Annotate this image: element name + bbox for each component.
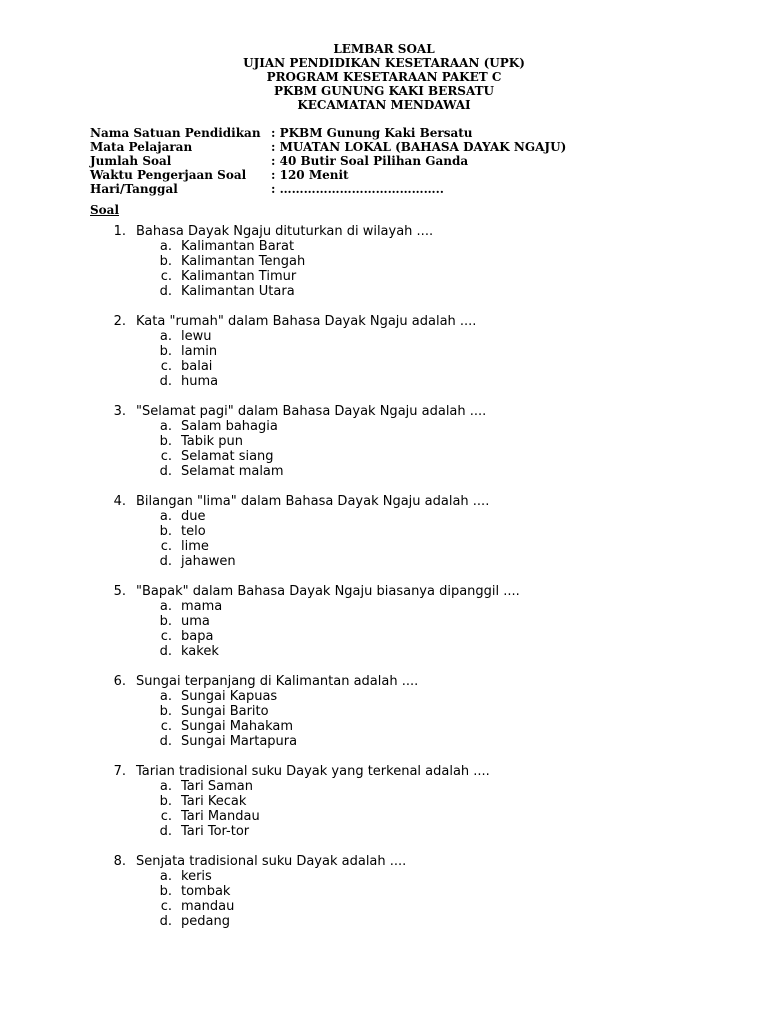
- answer-option: [0, 464, 768, 479]
- question-number: 5.: [113, 584, 126, 599]
- option-letter: b.: [159, 614, 172, 629]
- option-text: Tabik pun: [181, 434, 244, 449]
- info-value: : PKBM Gunung Kaki Bersatu: [271, 126, 473, 140]
- option-text: Tari Tor-tor: [181, 824, 250, 839]
- answer-option: [0, 869, 768, 884]
- option-letter: b.: [159, 884, 172, 899]
- option-text: Salam bahagia: [181, 419, 278, 434]
- answer-option: [0, 719, 768, 734]
- option-letter: c.: [160, 359, 172, 374]
- answer-option: [0, 599, 768, 614]
- info-label: Nama Satuan Pendidikan: [90, 126, 261, 140]
- question-number: 7.: [113, 764, 126, 779]
- answer-option: [0, 794, 768, 809]
- header-line-title: LEMBAR SOAL: [333, 42, 435, 56]
- option-text: bapa: [181, 629, 214, 644]
- option-letter: b.: [159, 704, 172, 719]
- document-header: [0, 42, 768, 112]
- option-letter: a.: [159, 239, 172, 254]
- answer-option: [0, 689, 768, 704]
- option-letter: d.: [159, 734, 172, 749]
- header-line-institution: PKBM GUNUNG KAKI BERSATU: [273, 84, 495, 98]
- option-letter: b.: [159, 344, 172, 359]
- info-label: Jumlah Soal: [90, 154, 172, 168]
- option-text: Kalimantan Tengah: [181, 254, 306, 269]
- option-text: lewu: [181, 329, 212, 344]
- option-text: kakek: [181, 644, 219, 659]
- info-label: Hari/Tanggal: [90, 182, 178, 196]
- info-value: : …………………………………..: [271, 182, 444, 196]
- info-label: Mata Pelajaran: [90, 140, 193, 154]
- question-text: Bahasa Dayak Ngaju dituturkan di wilayah ....: [136, 224, 434, 239]
- question-item: [0, 584, 768, 659]
- option-text: Sungai Kapuas: [181, 689, 278, 704]
- question-item: [0, 494, 768, 569]
- answer-option: [0, 434, 768, 449]
- option-letter: a.: [159, 779, 172, 794]
- option-text: Tari Kecak: [181, 794, 247, 809]
- info-label: Waktu Pengerjaan Soal: [90, 168, 247, 182]
- question-text: "Selamat pagi" dalam Bahasa Dayak Ngaju adalah ....: [136, 404, 487, 419]
- answer-option: [0, 449, 768, 464]
- option-letter: d.: [159, 284, 172, 299]
- answer-option: [0, 374, 768, 389]
- info-value: : MUATAN LOKAL (BAHASA DAYAK NGAJU): [271, 140, 567, 154]
- option-letter: c.: [160, 539, 172, 554]
- option-text: Selamat malam: [181, 464, 284, 479]
- option-text: telo: [181, 524, 206, 539]
- answer-option: [0, 419, 768, 434]
- answer-option: [0, 779, 768, 794]
- question-number: 4.: [113, 494, 126, 509]
- answer-option: [0, 524, 768, 539]
- option-letter: d.: [159, 644, 172, 659]
- option-text: Kalimantan Barat: [181, 239, 295, 254]
- option-text: jahawen: [181, 554, 236, 569]
- option-letter: b.: [159, 434, 172, 449]
- answer-option: [0, 359, 768, 374]
- option-text: pedang: [181, 914, 230, 929]
- option-letter: d.: [159, 914, 172, 929]
- question-text: Bilangan "lima" dalam Bahasa Dayak Ngaju adalah ....: [136, 494, 490, 509]
- option-letter: a.: [159, 599, 172, 614]
- option-text: Sungai Mahakam: [181, 719, 294, 734]
- header-line-exam: UJIAN PENDIDIKAN KESETARAAN (UPK): [243, 56, 525, 70]
- answer-option: [0, 884, 768, 899]
- option-letter: d.: [159, 824, 172, 839]
- info-value: : 40 Butir Soal Pilihan Ganda: [271, 154, 469, 168]
- answer-option: [0, 329, 768, 344]
- option-text: mandau: [181, 899, 235, 914]
- option-letter: d.: [159, 464, 172, 479]
- answer-option: [0, 509, 768, 524]
- option-letter: c.: [160, 809, 172, 824]
- question-text: Tarian tradisional suku Dayak yang terkenal adalah ....: [136, 764, 490, 779]
- option-letter: d.: [159, 374, 172, 389]
- option-text: due: [181, 509, 206, 524]
- answer-option: [0, 914, 768, 929]
- header-line-district: KECAMATAN MENDAWAI: [297, 98, 471, 112]
- option-text: Kalimantan Utara: [181, 284, 295, 299]
- answer-option: [0, 614, 768, 629]
- option-letter: b.: [159, 794, 172, 809]
- answer-option: [0, 284, 768, 299]
- option-text: lamin: [181, 344, 218, 359]
- option-letter: a.: [159, 869, 172, 884]
- question-item: [0, 674, 768, 749]
- option-text: Tari Saman: [181, 779, 253, 794]
- question-item: [0, 404, 768, 479]
- option-letter: c.: [160, 899, 172, 914]
- section-heading-soal: Soal: [90, 203, 120, 217]
- option-letter: b.: [159, 524, 172, 539]
- answer-option: [0, 344, 768, 359]
- question-number: 3.: [113, 404, 126, 419]
- option-text: Selamat siang: [181, 449, 274, 464]
- option-text: lime: [181, 539, 209, 554]
- question-item: [0, 314, 768, 389]
- answer-option: [0, 239, 768, 254]
- option-letter: a.: [159, 329, 172, 344]
- answer-option: [0, 824, 768, 839]
- answer-option: [0, 539, 768, 554]
- question-number: 2.: [113, 314, 126, 329]
- answer-option: [0, 629, 768, 644]
- question-text: "Bapak" dalam Bahasa Dayak Ngaju biasanya dipanggil ....: [136, 584, 520, 599]
- answer-option: [0, 554, 768, 569]
- info-value: : 120 Menit: [271, 168, 349, 182]
- option-letter: a.: [159, 509, 172, 524]
- answer-option: [0, 704, 768, 719]
- option-text: tombak: [181, 884, 231, 899]
- answer-option: [0, 254, 768, 269]
- answer-option: [0, 269, 768, 284]
- question-list: [0, 224, 768, 944]
- question-number: 6.: [113, 674, 126, 689]
- answer-option: [0, 809, 768, 824]
- question-number: 1.: [113, 224, 126, 239]
- option-text: mama: [181, 599, 223, 614]
- question-item: [0, 764, 768, 839]
- option-text: keris: [181, 869, 212, 884]
- question-item: [0, 224, 768, 299]
- answer-option: [0, 899, 768, 914]
- option-letter: d.: [159, 554, 172, 569]
- option-letter: b.: [159, 254, 172, 269]
- option-letter: a.: [159, 689, 172, 704]
- answer-option: [0, 644, 768, 659]
- question-text: Sungai terpanjang di Kalimantan adalah ....: [136, 674, 419, 689]
- option-text: Tari Mandau: [181, 809, 260, 824]
- option-letter: a.: [159, 419, 172, 434]
- header-line-program: PROGRAM KESETARAAN PAKET C: [266, 70, 502, 84]
- option-letter: c.: [160, 629, 172, 644]
- option-text: huma: [181, 374, 219, 389]
- option-letter: c.: [160, 449, 172, 464]
- option-letter: c.: [160, 719, 172, 734]
- option-text: balai: [181, 359, 213, 374]
- option-text: Sungai Martapura: [181, 734, 298, 749]
- answer-option: [0, 734, 768, 749]
- option-text: uma: [181, 614, 210, 629]
- question-text: Senjata tradisional suku Dayak adalah ....: [136, 854, 407, 869]
- option-text: Sungai Barito: [181, 704, 269, 719]
- question-number: 8.: [113, 854, 126, 869]
- question-item: [0, 854, 768, 929]
- option-letter: c.: [160, 269, 172, 284]
- question-text: Kata "rumah" dalam Bahasa Dayak Ngaju adalah ....: [136, 314, 477, 329]
- option-text: Kalimantan Timur: [181, 269, 297, 284]
